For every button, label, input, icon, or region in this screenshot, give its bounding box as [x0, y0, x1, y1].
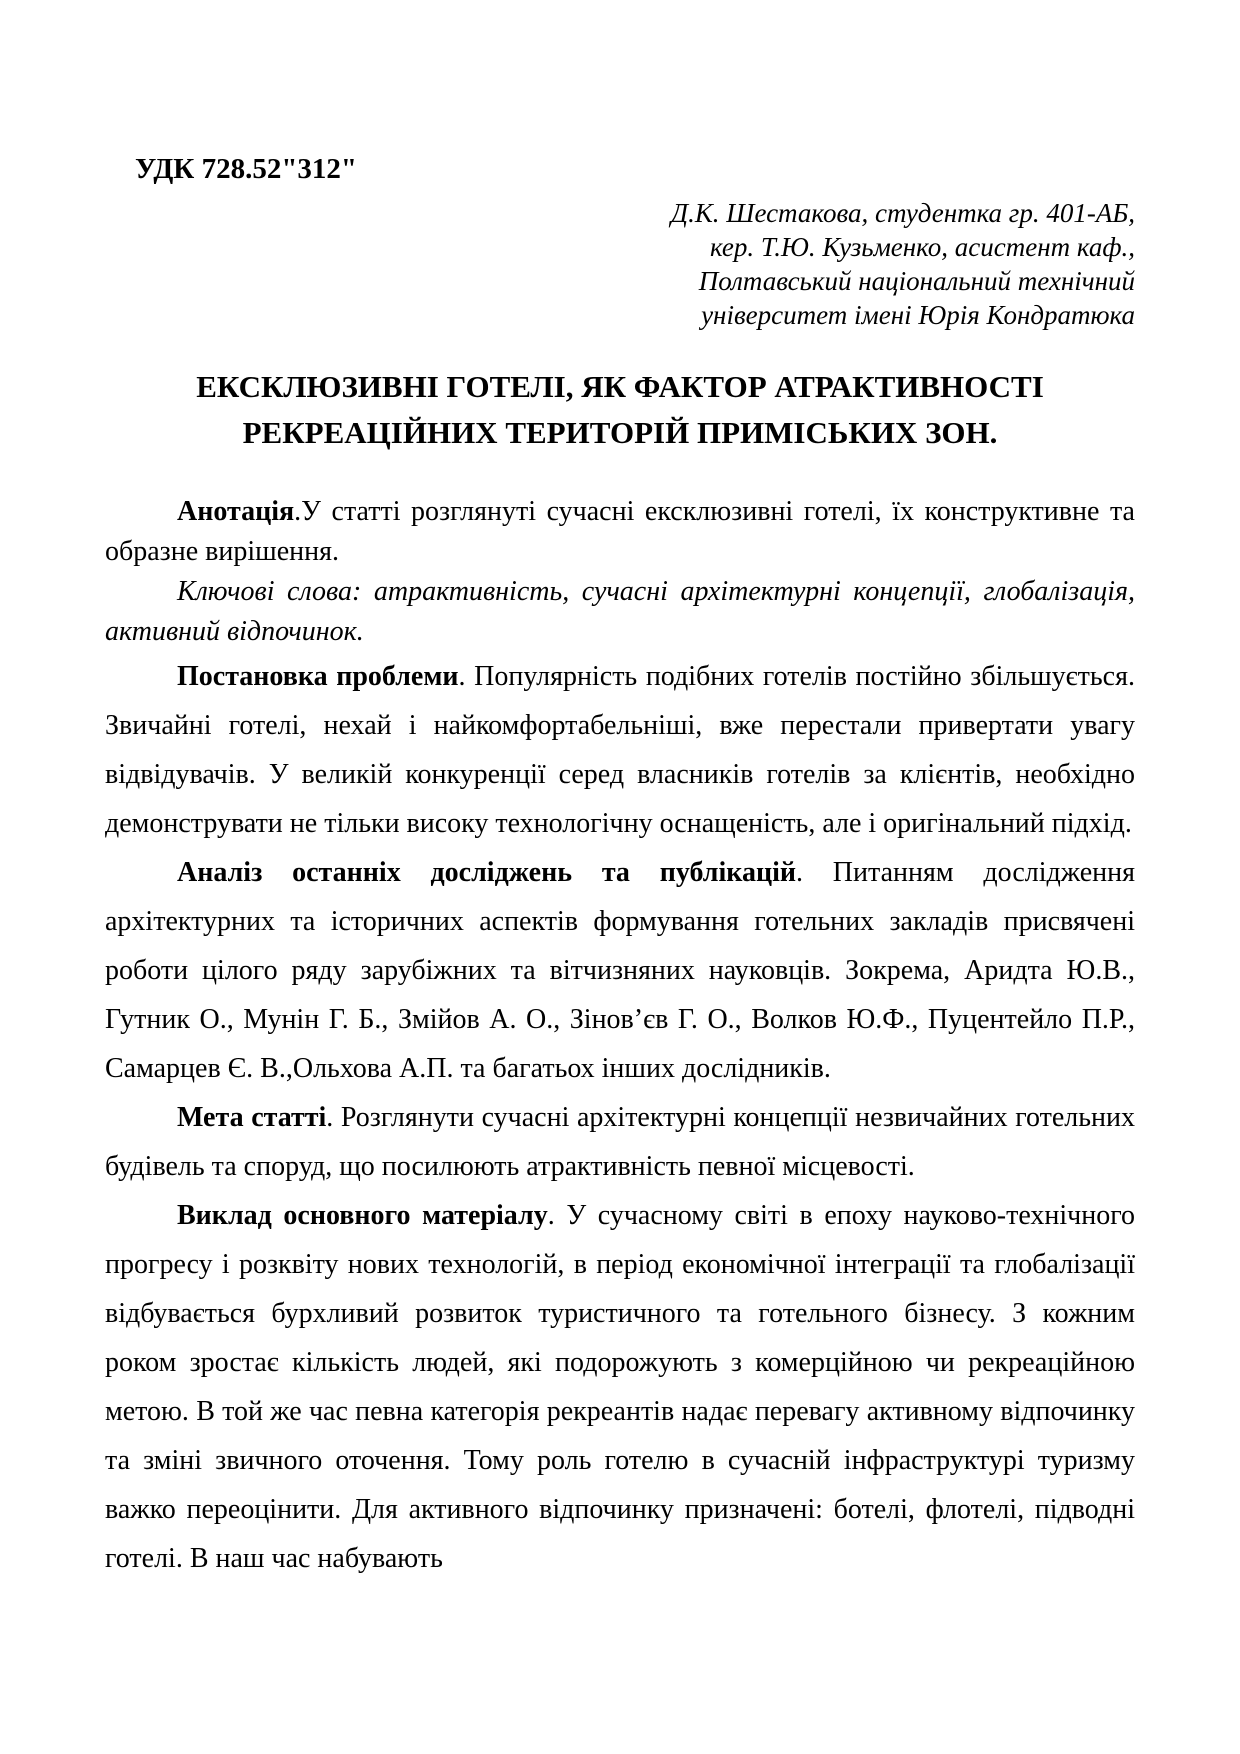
- annotation-text: .У статті розглянуті сучасні ексклюзивні готелі, їх конструктивне та образне вирішення.: [105, 496, 1135, 567]
- main-material-text: . У сучасному світі в епоху науково-технічного прогресу і розквіту нових технологій, в період економічної інтеграції та глобалізації відбувається бурхливий розвиток туристичного та готельного бізнесу. З кожним роком зростає кількість людей, які подорожують з комерційною чи рекреаційною метою. В той же час певна категорія рекреантів надає перевагу активному відпочинку та зміні звичного оточення. Тому роль готелю в сучасній інфраструктурі туризму важко переоцінити. Для активного відпочинку призначені: ботелі, флотелі, підводні готелі. В наш час набувають: [105, 1200, 1135, 1574]
- keywords-text: Ключові слова: атрактивність, сучасні архітектурні концепції, глобалізація, активний відпочинок.: [105, 576, 1135, 647]
- udc-number: УДК 728.52"312": [135, 153, 358, 185]
- paragraph-main-material: [105, 1191, 1135, 1583]
- paragraph-analysis: [105, 848, 1135, 1093]
- author-line-2: кер. Т.Ю. Кузьменко, асистент каф.,: [709, 232, 1135, 262]
- main-material-label: Виклад основного матеріалу: [177, 1200, 548, 1231]
- problem-statement-label: Постановка проблеми: [177, 661, 459, 692]
- author-line-3: Полтавський національний технічний: [698, 266, 1135, 296]
- aim-label: Мета статті: [177, 1102, 327, 1133]
- paragraph-aim: [105, 1093, 1135, 1191]
- author-block: [105, 196, 1135, 332]
- paragraph-problem-statement: [105, 652, 1135, 848]
- author-line-4: університет імені Юрія Кондратюка: [701, 300, 1135, 330]
- aim-text: . Розглянути сучасні архітектурні концепції незвичайних готельних будівель та споруд, що посилюють атрактивність певної місцевості.: [105, 1102, 1135, 1182]
- paragraph-keywords: [105, 572, 1135, 652]
- analysis-label: Аналіз останніх досліджень та публікацій: [177, 857, 797, 888]
- article-title: ЕКСКЛЮЗИВНІ ГОТЕЛІ, ЯК ФАКТОР АТРАКТИВНОСТІ РЕКРЕАЦІЙНИХ ТЕРИТОРІЙ ПРИМІСЬКИХ ЗОН.: [196, 369, 1044, 450]
- problem-statement-text: . Популярність подібних готелів постійно збільшується. Звичайні готелі, нехай і найкомфортабельніші, вже перестали привертати увагу відвідувачів. У великій конкуренції серед власників готелів за клієнтів, необхідно демонструвати не тільки високу технологічну оснащеність, але і оригінальний підхід.: [105, 661, 1135, 839]
- paragraph-annotation: [105, 492, 1135, 572]
- analysis-text: . Питанням дослідження архітектурних та історичних аспектів формування готельних закладів присвячені роботи цілого ряду зарубіжних та вітчизняних науковців. Зокрема, Аридта Ю.В., Гутник О., Мунін Г. Б., Змійов А. О., Зінов’єв Г. О., Волков Ю.Ф., Пуцентейло П.Р., Самарцев Є. В.,Ольхова А.П. та багатьох інших дослідників.: [105, 857, 1135, 1084]
- author-line-1: Д.К. Шестакова, студентка гр. 401-АБ,: [670, 198, 1135, 228]
- annotation-label: Анотація: [177, 496, 295, 527]
